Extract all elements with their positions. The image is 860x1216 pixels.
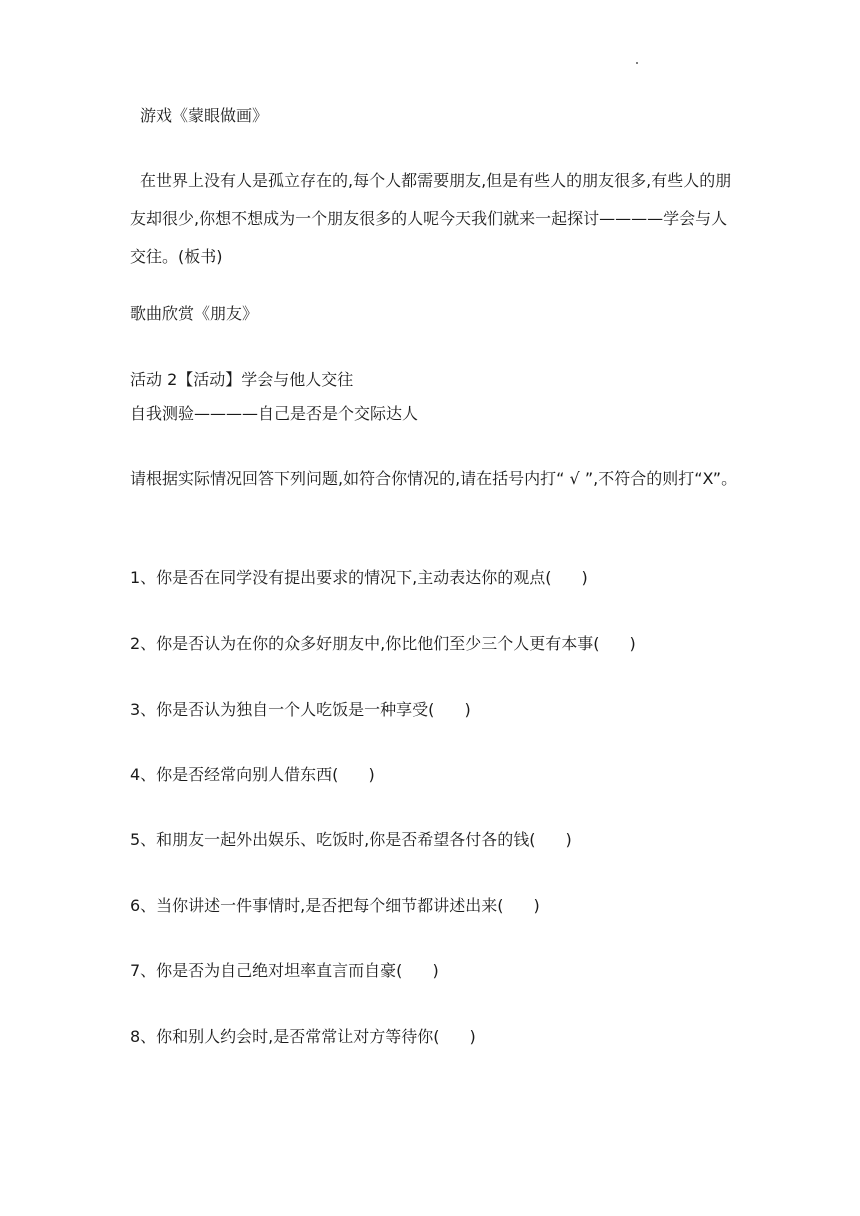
question-paren-close: ) bbox=[581, 568, 588, 587]
question-text: 8、你和别人约会时,是否常常让对方等待你( bbox=[130, 1027, 440, 1046]
question-text: 6、当你讲述一件事情时,是否把每个细节都讲述出来( bbox=[130, 896, 504, 915]
question-item bbox=[130, 756, 740, 794]
question-text: 7、你是否为自己绝对坦率直言而自豪( bbox=[130, 961, 403, 980]
page-marker-dot bbox=[636, 62, 638, 64]
question-paren-close: ) bbox=[432, 961, 439, 980]
activity-title: 活动 2【活动】学会与他人交往 bbox=[130, 370, 354, 389]
song-title: 歌曲欣赏《朋友》 bbox=[130, 304, 259, 323]
instructions-paragraph: 请根据实际情况回答下列问题,如符合你情况的,请在括号内打“ √ ”,不符合的则打“X”。 bbox=[130, 469, 738, 488]
question-text: 5、和朋友一起外出娱乐、吃饭时,你是否希望各付各的钱( bbox=[130, 830, 536, 849]
question-item bbox=[130, 952, 740, 990]
question-paren-close: ) bbox=[469, 1027, 476, 1046]
question-paren-close: ) bbox=[565, 830, 572, 849]
question-text: 2、你是否认为在你的众多好朋友中,你比他们至少三个人更有本事( bbox=[130, 634, 600, 653]
intro-paragraph: 在世界上没有人是孤立存在的,每个人都需要朋友,但是有些人的朋友很多,有些人的朋友却很少,你想不想成为一个朋友很多的人呢今天我们就来一起探讨————学会与人交往。(板书) bbox=[130, 171, 732, 266]
question-text: 4、你是否经常向别人借东西( bbox=[130, 765, 339, 784]
question-paren-close: ) bbox=[464, 700, 471, 719]
question-paren-close: ) bbox=[629, 634, 636, 653]
self-test-title: 自我测验————自己是否是个交际达人 bbox=[130, 404, 419, 423]
question-text: 1、你是否在同学没有提出要求的情况下,主动表达你的观点( bbox=[130, 568, 552, 587]
question-item bbox=[130, 559, 740, 597]
question-item bbox=[130, 1018, 740, 1056]
question-text: 3、你是否认为独自一个人吃饭是一种享受( bbox=[130, 700, 435, 719]
question-paren-close: ) bbox=[533, 896, 540, 915]
question-paren-close: ) bbox=[368, 765, 375, 784]
game-title: 游戏《蒙眼做画》 bbox=[140, 106, 269, 125]
question-item bbox=[130, 887, 740, 925]
question-item bbox=[130, 625, 740, 663]
question-item bbox=[130, 821, 740, 859]
question-item bbox=[130, 691, 740, 729]
